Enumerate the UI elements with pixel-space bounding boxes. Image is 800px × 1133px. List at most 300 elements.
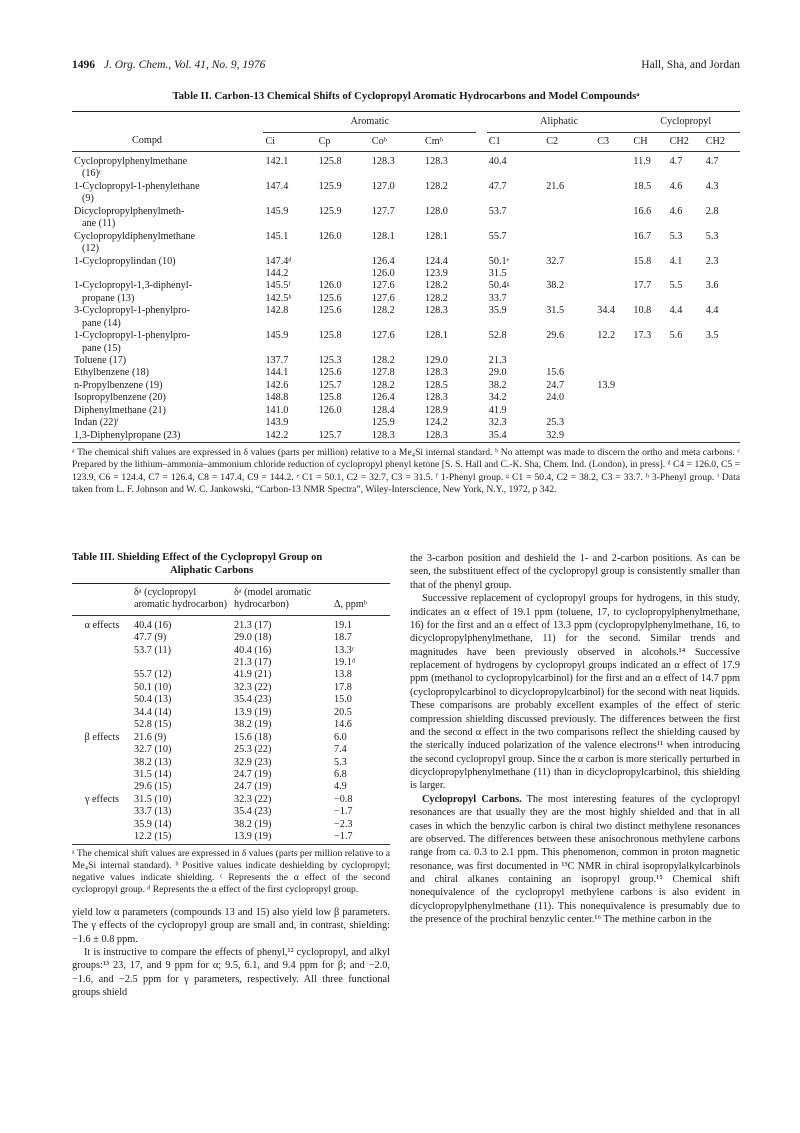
table-row: [72, 380, 740, 392]
cell-value: 15.6: [546, 367, 565, 379]
table-row: [72, 355, 740, 367]
cell-value: 148.8: [265, 392, 289, 404]
cell-value: 32.9: [546, 429, 565, 441]
table-cell: −0.8: [334, 793, 353, 805]
cell-value: 11.9: [633, 156, 651, 168]
cell-value: 145.1: [265, 230, 289, 242]
cell-value: 15.8: [633, 255, 652, 267]
table-cell: [544, 430, 595, 443]
cell-value: 50.1ᵉ: [488, 255, 510, 267]
cell-value: 4.7: [705, 156, 719, 168]
table-cell: [487, 405, 544, 417]
effect-label: β effects: [84, 731, 120, 743]
column-header: Cmᵇ: [424, 135, 443, 147]
table-cell: [370, 231, 423, 256]
table-cell: [487, 152, 544, 181]
cell-value: 16.6: [633, 205, 652, 217]
cell-value: 55.7: [488, 230, 507, 242]
cell-value: 31.5: [488, 267, 507, 279]
table-cell: [263, 305, 316, 330]
table-cell: [704, 355, 740, 367]
cell-value: 34.2: [488, 392, 507, 404]
table-cell: 13.9 (19): [234, 706, 272, 718]
cell-value: 31.5: [546, 305, 565, 317]
effect-label: [72, 707, 132, 719]
column-header: CH: [633, 135, 648, 147]
table-row: [72, 632, 390, 644]
column-header: C1: [488, 135, 501, 147]
table-cell: 31.5 (10): [134, 793, 172, 805]
table-cell: [704, 231, 740, 256]
table-cell: [370, 430, 423, 443]
cell-value: 147.4ᵈ: [265, 255, 292, 267]
table-cell: [317, 280, 370, 305]
table-cell: [423, 280, 476, 305]
table-cell: 50.1 (10): [134, 681, 172, 693]
group-header: Cyclopropyl: [631, 112, 740, 132]
compound-name: [72, 181, 263, 206]
cell-value: 35.9: [488, 305, 507, 317]
table-cell: 35.4 (23): [234, 806, 272, 818]
cell-value: 52.8: [488, 330, 507, 342]
cell-value: 128.1: [371, 230, 395, 242]
table-cell: [370, 392, 423, 404]
table-cell: [595, 181, 631, 206]
left-column: [72, 552, 390, 1000]
table-cell: [595, 417, 631, 429]
table-cell: [631, 256, 667, 281]
table-cell: [668, 380, 704, 392]
table-cell: [423, 330, 476, 355]
table-row: [72, 367, 740, 379]
table-cell: 53.7 (11): [134, 644, 171, 656]
effect-label: [72, 719, 132, 731]
effect-label: [72, 769, 132, 781]
cell-value: 145.9: [265, 205, 289, 217]
table-row: [72, 682, 390, 694]
cell-value: 128.3: [424, 305, 448, 317]
table-cell: [668, 231, 704, 256]
table-cell: 29.6 (15): [134, 781, 172, 793]
column-header: δᵃ (model aromatic hydrocarbon): [234, 586, 312, 611]
table-cell: 4.9: [334, 781, 347, 793]
cell-value: 125.8: [318, 330, 342, 342]
table-cell: [595, 305, 631, 330]
cell-value: 13.9: [597, 379, 616, 391]
effect-label: [72, 757, 132, 769]
table-cell: 32.7 (10): [134, 744, 172, 756]
table-cell: [263, 430, 316, 443]
table-cell: [668, 405, 704, 417]
table-cell: [631, 206, 667, 231]
table-row: [72, 657, 390, 669]
table-cell: 13.9 (19): [234, 831, 272, 843]
column-spacer: [476, 405, 487, 417]
table-cell: 19.1ᵈ: [334, 657, 355, 669]
table-cell: [487, 256, 544, 281]
table-cell: [704, 367, 740, 379]
table-cell: 40.4 (16): [134, 619, 172, 631]
table-cell: [423, 256, 476, 281]
cell-value: 125.8: [318, 156, 342, 168]
table3-title: Table III. Shielding Effect of the Cyclopropyl Group on Aliphatic Carbons: [72, 552, 323, 576]
cell-value: 126.0: [318, 404, 342, 416]
column-spacer: [476, 152, 487, 181]
effect-label: [72, 645, 132, 657]
table-cell: 38.2 (13): [134, 756, 172, 768]
table-cell: 35.4 (23): [234, 694, 272, 706]
table-cell: [595, 380, 631, 392]
cell-value: 127.6: [371, 292, 395, 304]
table-cell: [544, 305, 595, 330]
table-cell: [704, 417, 740, 429]
table-cell: [487, 355, 544, 367]
table-row: [72, 417, 740, 429]
cell-value: 21.3: [488, 355, 507, 367]
cell-value: 5.3: [705, 230, 719, 242]
table-cell: [423, 392, 476, 404]
table-cell: [263, 367, 316, 379]
cell-value: 128.4: [371, 404, 395, 416]
cell-value: 126.4: [371, 255, 395, 267]
table-cell: 12.2 (15): [134, 831, 172, 843]
table-cell: 31.5 (14): [134, 768, 172, 780]
table-row: [72, 405, 740, 417]
column-header: Δ, ppmᵇ: [334, 599, 367, 611]
table-cell: [631, 417, 667, 429]
table-cell: [317, 367, 370, 379]
table-row: [72, 645, 390, 657]
table-row: [72, 819, 390, 831]
table-cell: [263, 231, 316, 256]
table-cell: [263, 355, 316, 367]
table-cell: −1.7: [334, 831, 353, 843]
cell-value: 128.3: [424, 392, 448, 404]
table-cell: [263, 417, 316, 429]
table-row: [72, 757, 390, 769]
cell-value: 38.2: [546, 280, 565, 292]
cell-value: 125.9: [318, 205, 342, 217]
cell-value: 144.2: [265, 267, 289, 279]
cell-value: 21.6: [546, 180, 565, 192]
column-header: C3: [597, 135, 610, 147]
table-row: [72, 305, 740, 330]
table-cell: [544, 405, 595, 417]
table-cell: 6.0: [334, 731, 347, 743]
table-cell: [423, 380, 476, 392]
table-cell: [370, 355, 423, 367]
cell-value: 4.3: [705, 180, 719, 192]
table-cell: [263, 152, 316, 181]
journal-page: [72, 58, 741, 999]
table-cell: [595, 256, 631, 281]
cell-value: 142.6: [265, 379, 289, 391]
table-cell: [631, 367, 667, 379]
column-spacer: [476, 392, 487, 404]
table-row: [72, 392, 740, 404]
cell-value: 127.8: [371, 367, 395, 379]
table-cell: 13.8: [334, 669, 352, 681]
table-row: [72, 181, 740, 206]
table-cell: [370, 206, 423, 231]
table-cell: [544, 417, 595, 429]
table-cell: 32.3 (22): [234, 793, 272, 805]
cell-value: 125.7: [318, 379, 342, 391]
table-cell: 35.9 (14): [134, 818, 172, 830]
body-paragraph: yield low α parameters (compounds 13 and 15) also yield low β parameters. The γ effects of the cyclopropyl group are small and, in contrast, shielding: −1.6 ± 0.8 ppm.: [72, 906, 390, 945]
table-cell: [317, 430, 370, 443]
table-row: [72, 280, 740, 305]
column-spacer: [476, 181, 487, 206]
table-cell: [423, 305, 476, 330]
cell-value: 38.2: [488, 379, 507, 391]
body-paragraph: It is instructive to compare the effects of phenyl,¹² cyclopropyl, and alkyl groups:¹³ 23, 17, and 9 ppm for α; 9.5, 6.1, and 9.4 ppm for β; and −2.0, −1.6, and −2.5 ppm for γ parameters, respectively. All three functional groups shield: [72, 947, 390, 999]
compound-name-line: Ethylbenzene (18): [74, 367, 149, 379]
cell-value: 5.5: [669, 280, 683, 292]
cell-value: 125.6: [318, 292, 342, 304]
table-cell: [370, 417, 423, 429]
table-cell: [370, 367, 423, 379]
column-header: CH2: [705, 135, 725, 147]
group-header: Aromatic: [263, 112, 476, 132]
table-row: [72, 206, 740, 231]
cell-value: 126.0: [318, 280, 342, 292]
compound-name-line: Isopropylbenzene (20): [74, 392, 166, 404]
cell-value: 128.3: [424, 429, 448, 441]
compound-name-line: Toluene (17): [74, 355, 127, 367]
table-cell: −1.7: [334, 806, 353, 818]
compound-name: [72, 330, 263, 355]
table-cell: 6.8: [334, 768, 347, 780]
cell-value: 25.3: [546, 417, 565, 429]
column-spacer: [476, 367, 487, 379]
compound-name-line: propane (13): [82, 292, 135, 304]
table-cell: [423, 430, 476, 443]
table-cell: 55.7 (12): [134, 669, 172, 681]
column-spacer: [476, 206, 487, 231]
table-cell: [263, 280, 316, 305]
table-cell: [487, 206, 544, 231]
cell-value: 128.2: [424, 292, 448, 304]
table-cell: [595, 330, 631, 355]
table-cell: [668, 367, 704, 379]
cell-value: 128.2: [424, 180, 448, 192]
cell-value: 124.2: [424, 417, 448, 429]
column-header: Ci: [265, 135, 276, 147]
table-cell: [631, 392, 667, 404]
table-cell: 15.0: [334, 694, 352, 706]
table-cell: [317, 206, 370, 231]
table-cell: [668, 256, 704, 281]
table-cell: [317, 231, 370, 256]
cell-value: 3.5: [705, 330, 719, 342]
table-cell: [631, 231, 667, 256]
section-heading: Cyclopropyl Carbons.: [422, 793, 522, 805]
compound-name: [72, 355, 263, 367]
cell-value: 147.4: [265, 180, 289, 192]
table-cell: [263, 181, 316, 206]
cell-value: 128.3: [371, 156, 395, 168]
table-cell: 50.4 (13): [134, 694, 172, 706]
cell-value: 41.9: [488, 404, 507, 416]
table-cell: [704, 305, 740, 330]
cell-value: 126.4: [371, 392, 395, 404]
table-cell: [595, 355, 631, 367]
cell-value: 142.2: [265, 429, 289, 441]
group-header: Aliphatic: [487, 112, 632, 132]
table-cell: [544, 256, 595, 281]
cell-value: 128.2: [371, 379, 395, 391]
compound-name: [72, 430, 263, 443]
cell-value: 125.6: [318, 367, 342, 379]
table-row: [72, 694, 390, 706]
cell-value: 40.4: [488, 156, 507, 168]
body-paragraph: the 3-carbon position and deshield the 1- and 2-carbon positions. As can be seen, the substituent effect of the cyclopropyl group is consistently smaller than that of the phenyl group.: [410, 553, 740, 591]
table-row: [72, 256, 740, 281]
effect-label: [72, 831, 132, 844]
table-cell: [487, 231, 544, 256]
table-cell: [423, 417, 476, 429]
table-cell: 47.7 (9): [134, 632, 167, 644]
column-spacer: [476, 305, 487, 330]
table-cell: [370, 330, 423, 355]
table-cell: [668, 430, 704, 443]
effect-label: [72, 682, 132, 694]
table2-footnote: ᵃ The chemical shift values are expressed in δ values (parts per million) relative to a Me₄Si internal standard. ᵇ No attempt was made to discern the ortho and meta carbons. ᶜ Prepared by the lithium–ammonia–ammonium chloride reduction of cyclopropyl phenyl ketone [S. S. Hall and C.-K. Sha, Chem. Ind. (London), in press]. ᵈ C4 = 126.0, C5 = 123.9, C6 = 124.4, C7 = 126.4, C8 = 147.4, C9 = 144.2. ᵉ C1 = 50.1, C2 = 32.7, C3 = 31.5. ᶠ 1-Phenyl group. ᵍ C1 = 50.4, C2 = 38.2, C3 = 33.7. ʰ 3-Phenyl group. ⁱ Data taken from L. F. Johnson and W. C. Jankowski, “Carbon-13 NMR Spectra”, Wiley-Interscience, New York, N.Y., 1972, p 342.: [72, 447, 740, 495]
compound-name: [72, 380, 263, 392]
table-cell: [704, 280, 740, 305]
cell-value: 3.6: [705, 280, 719, 292]
table-cell: [544, 355, 595, 367]
author-names: Hall, Sha, and Jordan: [641, 59, 740, 71]
table-cell: [704, 330, 740, 355]
table-cell: [317, 380, 370, 392]
cell-value: 17.3: [633, 330, 652, 342]
table-cell: [317, 305, 370, 330]
table-cell: 21.3 (17): [234, 657, 272, 669]
table-cell: [631, 305, 667, 330]
cell-value: 128.3: [371, 429, 395, 441]
journal-citation: J. Org. Chem., Vol. 41, No. 9, 1976: [103, 59, 266, 71]
compound-name-line: ane (11): [82, 218, 116, 230]
table-cell: 52.8 (15): [134, 719, 172, 731]
table-cell: [370, 152, 423, 181]
cell-value: 50.4ᵍ: [488, 280, 510, 292]
table-cell: [544, 231, 595, 256]
effect-label: [72, 806, 132, 818]
table-cell: [595, 206, 631, 231]
table-cell: [631, 430, 667, 443]
table-cell: [631, 330, 667, 355]
table-cell: [631, 355, 667, 367]
table-cell: [668, 392, 704, 404]
table-cell: [487, 417, 544, 429]
table-cell: [423, 152, 476, 181]
column-header: Coᵇ: [371, 135, 387, 147]
cell-value: 5.6: [669, 330, 683, 342]
cell-value: 142.8: [265, 305, 289, 317]
table-cell: [317, 417, 370, 429]
table-cell: [631, 380, 667, 392]
table-cell: 32.3 (22): [234, 681, 272, 693]
cell-value: 125.9: [318, 180, 342, 192]
column-spacer: [476, 380, 487, 392]
table-cell: [595, 280, 631, 305]
table-cell: [668, 280, 704, 305]
table-cell: [487, 392, 544, 404]
table-cell: 20.5: [334, 706, 352, 718]
table-cell: 18.7: [334, 632, 352, 644]
cell-value: 125.8: [318, 392, 342, 404]
cell-value: 127.0: [371, 180, 395, 192]
table-cell: [704, 430, 740, 443]
cell-value: 16.7: [633, 230, 652, 242]
table-cell: [704, 380, 740, 392]
table-cell: [595, 430, 631, 443]
table-cell: [317, 355, 370, 367]
cell-value: 53.7: [488, 205, 507, 217]
table-cell: 24.7 (19): [234, 781, 272, 793]
table-cell: 5.3: [334, 756, 347, 768]
table-cell: [595, 152, 631, 181]
table-cell: [668, 206, 704, 231]
cell-value: 141.0: [265, 404, 289, 416]
cell-value: 128.5: [424, 379, 448, 391]
compound-name-line: Indan (22)ⁱ: [74, 417, 119, 429]
cell-value: 128.2: [424, 280, 448, 292]
table-cell: [668, 355, 704, 367]
effect-label: [72, 819, 132, 831]
table-cell: 34.4 (14): [134, 706, 172, 718]
cell-value: 4.4: [669, 305, 683, 317]
table-cell: [370, 380, 423, 392]
table-cell: [263, 330, 316, 355]
table-cell: 14.6: [334, 719, 352, 731]
table-cell: [631, 280, 667, 305]
cell-value: 4.6: [669, 205, 683, 217]
table-cell: [370, 405, 423, 417]
compound-name: [72, 152, 263, 181]
table-row: [72, 794, 390, 806]
cell-value: 142.5ʰ: [265, 292, 292, 304]
table-cell: 21.6 (9): [134, 731, 167, 743]
compound-name-line: 1-Cyclopropyl-1,3-diphenyl-: [74, 280, 192, 292]
cell-value: 128.2: [371, 355, 395, 367]
cell-value: 5.3: [669, 230, 683, 242]
table-cell: [487, 380, 544, 392]
cell-value: 34.4: [597, 305, 616, 317]
cell-value: 18.5: [633, 180, 652, 192]
column-header: [72, 583, 132, 615]
column-header: Compd: [132, 135, 163, 147]
table-cell: [423, 367, 476, 379]
column-spacer: [476, 231, 487, 256]
column-header: Cp: [318, 135, 331, 147]
cell-value: 29.6: [546, 330, 565, 342]
table-cell: [263, 206, 316, 231]
compound-name: [72, 231, 263, 256]
table-cell: [423, 231, 476, 256]
table2: [72, 111, 740, 443]
cell-value: 128.1: [424, 230, 448, 242]
effect-label: α effects: [84, 619, 120, 631]
cell-value: 125.3: [318, 355, 342, 367]
effect-label: [72, 781, 132, 793]
cell-value: 144.1: [265, 367, 289, 379]
table-cell: [263, 380, 316, 392]
table-row: [72, 719, 390, 731]
cell-value: 128.0: [424, 205, 448, 217]
